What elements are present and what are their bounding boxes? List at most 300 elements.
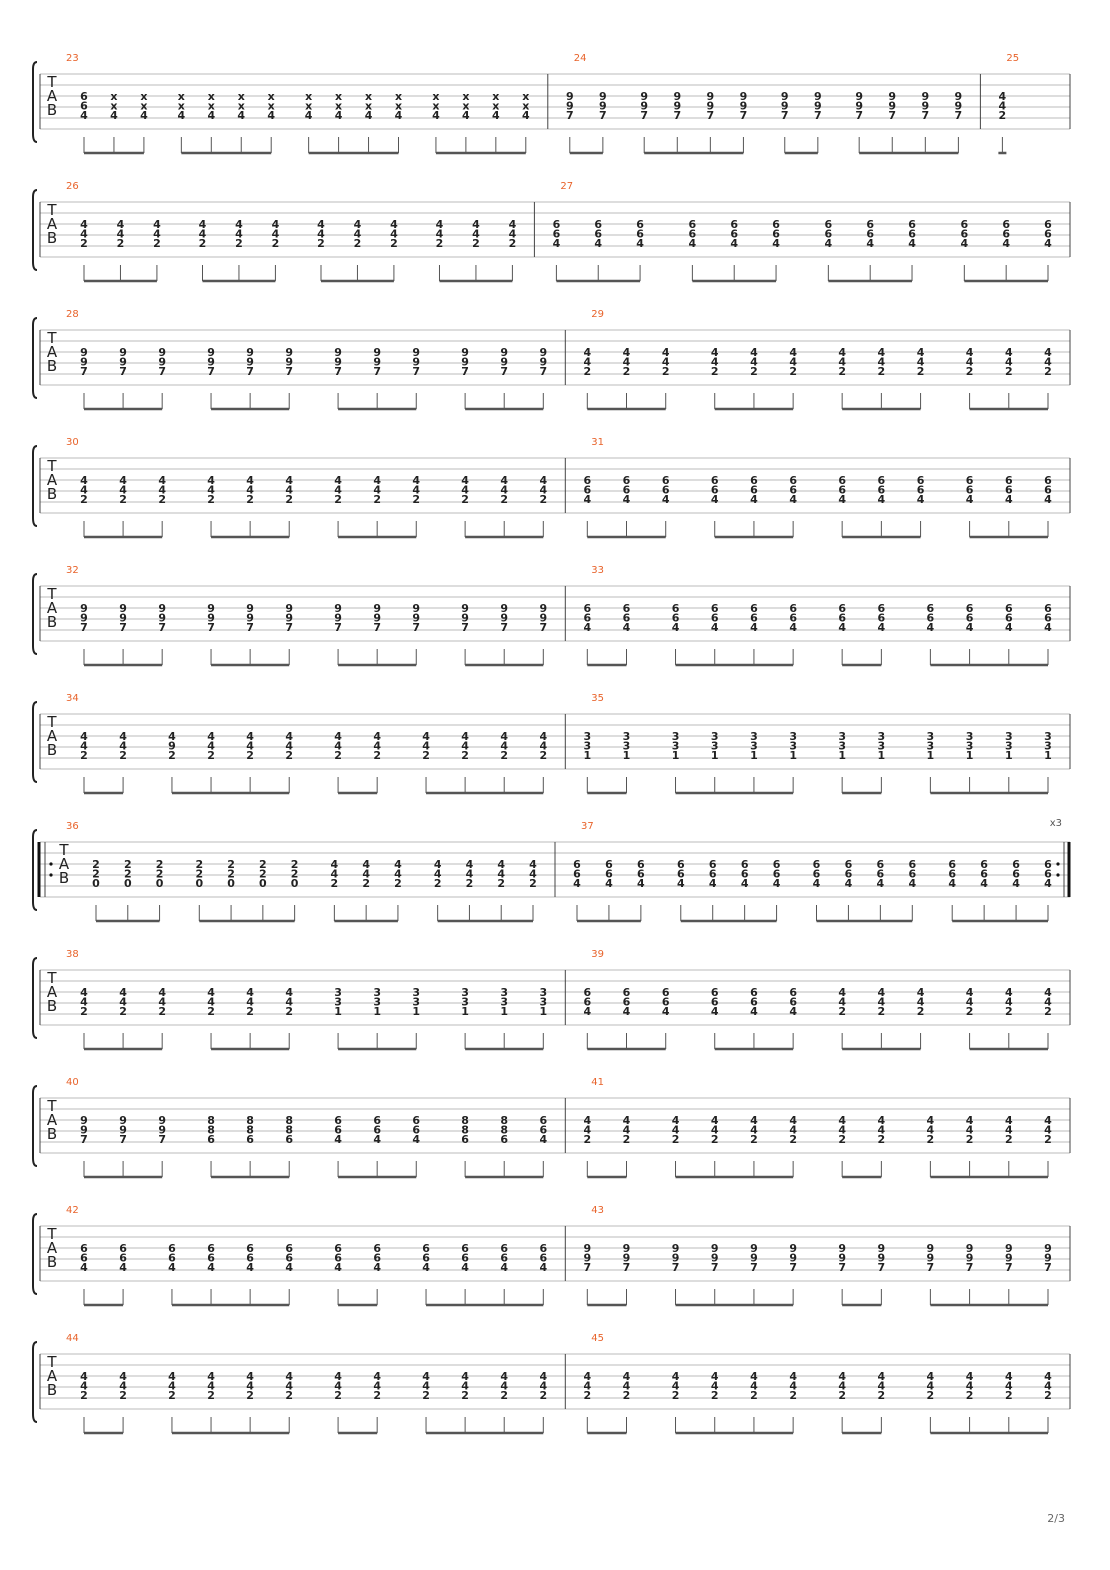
fret-number: 3 [539, 986, 548, 999]
fret-number: 4 [461, 739, 469, 753]
fret-number: 4 [708, 877, 717, 891]
fret-number: 6 [740, 858, 749, 871]
fret-number: 4 [422, 1370, 430, 1383]
fret-number: 4 [916, 346, 925, 359]
fret-number: 9 [412, 346, 421, 359]
fret-number: 6 [1044, 602, 1052, 615]
fret-number: 0 [195, 877, 204, 891]
fret-number: 4 [926, 1114, 935, 1127]
fret-number: 2 [1004, 1005, 1013, 1019]
fret-number: 2 [435, 237, 444, 251]
fret-number: 4 [334, 1370, 342, 1383]
fret-number: 7 [119, 1133, 127, 1147]
fret-number: 7 [461, 621, 469, 635]
fret-number: 9 [539, 346, 548, 359]
fret-number: 2 [422, 749, 430, 763]
fret-number: 9 [710, 1242, 719, 1255]
fret-number: 4 [373, 730, 381, 743]
fret-number: 4 [153, 227, 161, 241]
fret-number: 2 [80, 237, 88, 251]
fret-number: 9 [706, 99, 715, 113]
fret-number: 6 [710, 474, 719, 487]
fret-number: 4 [353, 218, 362, 231]
fret-number: 6 [789, 602, 797, 615]
fret-number: 7 [780, 109, 789, 123]
fret-number: 4 [1044, 877, 1052, 891]
fret-number: 2 [334, 749, 342, 763]
fret-number: 2 [789, 365, 797, 379]
fret-number: 0 [92, 877, 100, 891]
fret-number: 3 [965, 730, 974, 743]
fret-number: 3 [789, 739, 797, 753]
fret-number: 2 [433, 877, 442, 891]
fret-number: 9 [855, 90, 864, 103]
fret-number: 4 [246, 995, 254, 1009]
fret-number: 7 [838, 1261, 846, 1275]
fret-number: 4 [422, 1261, 430, 1275]
fret-number: 6 [334, 1242, 342, 1255]
fret-number: 2 [965, 1389, 974, 1403]
measure-number: 35 [591, 693, 605, 704]
fret-number: 4 [119, 730, 127, 743]
fret-number: 7 [334, 621, 342, 635]
fret-number: 3 [373, 995, 381, 1009]
fret-number: 4 [1004, 1370, 1013, 1383]
fret-number: 4 [334, 739, 342, 753]
fret-number: 4 [334, 1261, 342, 1275]
fret-number: 2 [461, 493, 469, 507]
fret-number: 7 [888, 109, 897, 123]
fret-number: 6 [637, 858, 645, 871]
fret-number: 4 [750, 1370, 758, 1383]
fret-number: 3 [838, 730, 846, 743]
fret-number: 9 [246, 355, 254, 369]
fret-number: 4 [1044, 1379, 1052, 1393]
fret-number: 2 [710, 1389, 719, 1403]
fret-number: 9 [814, 99, 822, 113]
fret-number: 6 [207, 1251, 215, 1265]
tab-clef-letter: T [47, 73, 57, 91]
fret-number: 6 [789, 474, 797, 487]
fret-number: 6 [908, 218, 916, 231]
fret-number: 3 [373, 986, 381, 999]
fret-number: 0 [290, 877, 299, 891]
fret-number: 4 [750, 355, 758, 369]
fret-number: 4 [373, 1370, 381, 1383]
fret-number: 4 [461, 1370, 469, 1383]
fret-number: 2 [965, 1133, 974, 1147]
fret-number: 4 [529, 858, 537, 871]
fret-number: 6 [750, 483, 758, 497]
fret-number: x [267, 90, 275, 103]
fret-number: 6 [119, 1242, 127, 1255]
fret-number: 2 [168, 1389, 176, 1403]
fret-number: 4 [838, 986, 846, 999]
fret-number: 3 [583, 730, 592, 743]
fret-number: 4 [207, 739, 215, 753]
fret-number: 4 [789, 1005, 797, 1019]
fret-number: 6 [730, 218, 739, 231]
fret-number: 6 [583, 995, 592, 1009]
fret-number: 6 [373, 1123, 381, 1137]
fret-number: 4 [119, 474, 127, 487]
tab-clef-letter: T [47, 713, 57, 731]
fret-number: 2 [838, 365, 846, 379]
fret-number: 3 [412, 986, 421, 999]
fret-number: 6 [1004, 611, 1013, 625]
fret-number: 4 [1004, 986, 1013, 999]
fret-number: 8 [207, 1123, 215, 1137]
fret-number: 6 [168, 1242, 176, 1255]
fret-number: 4 [472, 227, 480, 241]
fret-number: 2 [246, 493, 254, 507]
fret-number: 6 [908, 867, 917, 881]
fret-number: 9 [671, 1251, 680, 1265]
fret-number: 6 [876, 858, 885, 871]
fret-number: 9 [80, 1114, 88, 1127]
fret-number: 7 [246, 365, 254, 379]
fret-number: 7 [877, 1261, 886, 1275]
fret-number: 4 [168, 1261, 176, 1275]
page-number: 2/3 [1047, 1512, 1065, 1525]
fret-number: 6 [772, 218, 780, 231]
fret-number: 9 [539, 602, 548, 615]
fret-number: 4 [539, 1133, 548, 1147]
fret-number: 4 [334, 1379, 342, 1393]
fret-number: 4 [246, 483, 254, 497]
tab-system [33, 693, 1070, 793]
fret-number: 4 [529, 867, 537, 881]
fret-number: 4 [552, 237, 561, 251]
fret-number: 7 [158, 1133, 167, 1147]
fret-number: 4 [500, 1261, 509, 1275]
fret-number: 3 [583, 739, 592, 753]
fret-number: 2 [461, 1389, 469, 1403]
fret-number: 4 [435, 218, 444, 231]
fret-number: x [364, 90, 373, 103]
system-bracket [33, 1086, 37, 1166]
fret-number: 4 [583, 346, 592, 359]
fret-number: 4 [622, 1370, 631, 1383]
fret-number: 4 [334, 109, 343, 123]
system-bracket [33, 446, 37, 526]
fret-number: 4 [789, 1114, 797, 1127]
tab-clef-letter: A [46, 1111, 58, 1129]
fret-number: 7 [710, 1261, 719, 1275]
system-bracket [33, 62, 37, 142]
fret-number: 4 [772, 237, 780, 251]
fret-number: 4 [168, 1370, 176, 1383]
fret-number: 4 [710, 1005, 719, 1019]
fret-number: 7 [119, 365, 127, 379]
fret-number: 4 [500, 474, 509, 487]
fret-number: 3 [461, 986, 469, 999]
fret-number: 6 [908, 858, 917, 871]
fret-number: 6 [740, 867, 749, 881]
fret-number: 9 [814, 90, 822, 103]
fret-number: 4 [412, 483, 421, 497]
fret-number: 8 [461, 1123, 469, 1137]
fret-number: 7 [814, 109, 822, 123]
fret-number: 7 [539, 365, 548, 379]
tab-clef-letter: T [47, 969, 57, 987]
fret-number: 4 [158, 483, 167, 497]
fret-number: 0 [227, 877, 235, 891]
fret-number: 2 [838, 1389, 846, 1403]
fret-number: 9 [80, 1123, 88, 1137]
fret-number: 2 [472, 237, 480, 251]
fret-number: 4 [422, 1379, 430, 1393]
fret-number: 6 [334, 1123, 342, 1137]
fret-number: 4 [838, 621, 846, 635]
fret-number: 4 [740, 877, 749, 891]
fret-number: 4 [730, 237, 739, 251]
fret-number: 4 [80, 483, 88, 497]
fret-number: 9 [750, 1242, 758, 1255]
tab-clef-letter: A [46, 343, 58, 361]
fret-number: 6 [422, 1251, 430, 1265]
fret-number: 3 [750, 730, 758, 743]
fret-number: 2 [583, 1133, 592, 1147]
fret-number: 4 [661, 355, 670, 369]
measure-number: 23 [66, 53, 79, 64]
fret-number: 1 [1004, 749, 1013, 763]
fret-number: 4 [965, 621, 974, 635]
fret-number: 4 [1004, 346, 1013, 359]
measure-number: 25 [1006, 53, 1020, 64]
fret-number: 4 [198, 227, 207, 241]
fret-number: 7 [539, 621, 548, 635]
tab-clef-letter: T [47, 1353, 57, 1371]
fret-number: x [462, 90, 470, 103]
fret-number: 4 [710, 355, 719, 369]
fret-number: 6 [1002, 218, 1010, 231]
fret-number: 9 [119, 611, 127, 625]
fret-number: 9 [539, 355, 548, 369]
tab-clef-letter: B [46, 1253, 58, 1271]
fret-number: 2 [539, 749, 548, 763]
fret-number: 4 [916, 986, 925, 999]
fret-number: 4 [116, 218, 125, 231]
fret-number: 4 [583, 1379, 592, 1393]
fret-number: 4 [390, 218, 398, 231]
fret-number: 3 [1004, 739, 1013, 753]
fret-number: 9 [246, 611, 254, 625]
fret-number: 2 [155, 867, 164, 881]
fret-number: 6 [594, 227, 603, 241]
fret-number: 6 [710, 986, 719, 999]
fret-number: 4 [1004, 493, 1013, 507]
fret-number: 3 [877, 730, 886, 743]
fret-number: 4 [119, 1370, 127, 1383]
fret-number: 6 [750, 611, 758, 625]
fret-number: 2 [529, 877, 537, 891]
fret-number: 6 [824, 227, 833, 241]
fret-number: 6 [772, 227, 780, 241]
fret-number: 2 [583, 365, 592, 379]
tab-system [33, 818, 1070, 921]
fret-number: 4 [877, 493, 886, 507]
fret-number: 4 [432, 109, 440, 123]
fret-number: x [492, 99, 500, 113]
fret-number: 6 [285, 1133, 294, 1147]
fret-number: 6 [1044, 483, 1052, 497]
fret-number: 6 [838, 474, 846, 487]
fret-number: 6 [622, 474, 631, 487]
fret-number: 9 [888, 99, 897, 113]
fret-number: 6 [334, 1251, 342, 1265]
fret-number: 4 [246, 739, 254, 753]
fret-number: 1 [926, 749, 935, 763]
fret-number: 6 [877, 483, 886, 497]
fret-number: 2 [1044, 365, 1052, 379]
fret-number: 4 [119, 1261, 127, 1275]
fret-number: 3 [412, 995, 421, 1009]
fret-number: 2 [80, 1005, 88, 1019]
fret-number: 4 [207, 730, 215, 743]
system-bracket [33, 318, 37, 398]
fret-number: 4 [622, 346, 631, 359]
fret-number: 6 [844, 858, 853, 871]
fret-number: 2 [123, 858, 132, 871]
fret-number: 4 [661, 346, 670, 359]
fret-number: 9 [461, 346, 469, 359]
fret-number: 4 [500, 730, 509, 743]
fret-number: 7 [80, 1133, 88, 1147]
fret-number: 4 [916, 995, 925, 1009]
fret-number: 2 [259, 867, 267, 881]
fret-number: 9 [461, 611, 469, 625]
fret-number: 4 [207, 1370, 215, 1383]
fret-number: 4 [285, 483, 294, 497]
fret-number: 9 [640, 90, 649, 103]
fret-number: 2 [246, 1005, 254, 1019]
fret-number: 9 [1004, 1242, 1013, 1255]
fret-number: 4 [866, 237, 875, 251]
fret-number: 4 [583, 621, 592, 635]
fret-number: 2 [317, 237, 325, 251]
fret-number: 4 [246, 1379, 254, 1393]
fret-number: 4 [412, 1133, 421, 1147]
fret-number: 4 [285, 730, 294, 743]
fret-number: 2 [539, 493, 548, 507]
fret-number: 6 [824, 218, 833, 231]
fret-number: 6 [500, 1242, 509, 1255]
fret-number: 4 [676, 877, 685, 891]
fret-number: 4 [824, 237, 833, 251]
fret-number: 4 [965, 1123, 974, 1137]
fret-number: x [177, 99, 185, 113]
fret-number: 4 [789, 355, 797, 369]
fret-number: 6 [539, 1251, 548, 1265]
fret-number: 4 [838, 995, 846, 1009]
fret-number: 4 [605, 877, 613, 891]
tab-clef-letter: A [46, 599, 58, 617]
fret-number: 6 [877, 474, 886, 487]
fret-number: 6 [1004, 474, 1013, 487]
fret-number: 6 [461, 1251, 469, 1265]
fret-number: 7 [954, 109, 963, 123]
repeat-dot [49, 873, 52, 876]
fret-number: 4 [373, 1379, 381, 1393]
fret-number: 6 [926, 602, 935, 615]
fret-number: 9 [207, 355, 215, 369]
tab-clef-letter: T [47, 1225, 57, 1243]
fret-number: x [335, 99, 343, 113]
fret-number: 9 [965, 1242, 974, 1255]
fret-number: 4 [838, 355, 846, 369]
fret-number: 9 [158, 346, 167, 359]
tab-clef-letter: B [46, 357, 58, 375]
fret-number: 4 [80, 986, 88, 999]
fret-number: 2 [158, 1005, 167, 1019]
fret-number: 4 [671, 621, 680, 635]
fret-number: 9 [334, 346, 342, 359]
fret-number: 4 [461, 483, 469, 497]
measure-number: 36 [66, 821, 79, 832]
fret-number: 9 [158, 602, 167, 615]
fret-number: 4 [1044, 346, 1052, 359]
tab-system [33, 1333, 1070, 1433]
fret-number: 7 [583, 1261, 592, 1275]
fret-number: 4 [119, 995, 127, 1009]
fret-number: 7 [285, 621, 294, 635]
fret-number: 1 [750, 749, 758, 763]
fret-number: 4 [153, 218, 161, 231]
fret-number: 4 [433, 858, 442, 871]
fret-number: 9 [285, 355, 294, 369]
fret-number: 8 [246, 1123, 254, 1137]
fret-number: 6 [1004, 483, 1013, 497]
fret-number: 7 [789, 1261, 797, 1275]
fret-number: 9 [500, 602, 509, 615]
measure-number: 28 [66, 309, 79, 320]
fret-number: 6 [1044, 867, 1052, 881]
fret-number: 4 [80, 109, 88, 123]
fret-number: 2 [123, 867, 132, 881]
fret-number: 2 [622, 1133, 631, 1147]
fret-number: 4 [583, 1123, 592, 1137]
fret-number: 9 [539, 611, 548, 625]
fret-number: x [305, 99, 313, 113]
fret-number: 4 [965, 346, 974, 359]
fret-number: 6 [789, 483, 797, 497]
fret-number: 2 [330, 877, 339, 891]
tab-clef-letter: B [46, 613, 58, 631]
fret-number: 7 [750, 1261, 758, 1275]
fret-number: 4 [373, 1261, 381, 1275]
fret-number: 2 [789, 1133, 797, 1147]
fret-number: 2 [661, 365, 670, 379]
fret-number: 4 [80, 995, 88, 1009]
fret-number: 4 [521, 109, 530, 123]
fret-number: 4 [539, 1261, 548, 1275]
fret-number: 4 [661, 1005, 670, 1019]
fret-number: 4 [80, 1370, 88, 1383]
fret-number: 8 [500, 1123, 509, 1137]
fret-number: 6 [461, 1242, 469, 1255]
fret-number: 6 [750, 995, 758, 1009]
fret-number: 4 [235, 227, 243, 241]
fret-number: 4 [622, 1379, 631, 1393]
measure-number: 44 [66, 1333, 79, 1344]
fret-number: 4 [750, 1114, 758, 1127]
fret-number: 7 [706, 109, 715, 123]
fret-number: 9 [412, 355, 421, 369]
fret-number: 6 [676, 867, 685, 881]
fret-number: 4 [622, 1114, 631, 1127]
fret-number: 4 [838, 1379, 846, 1393]
